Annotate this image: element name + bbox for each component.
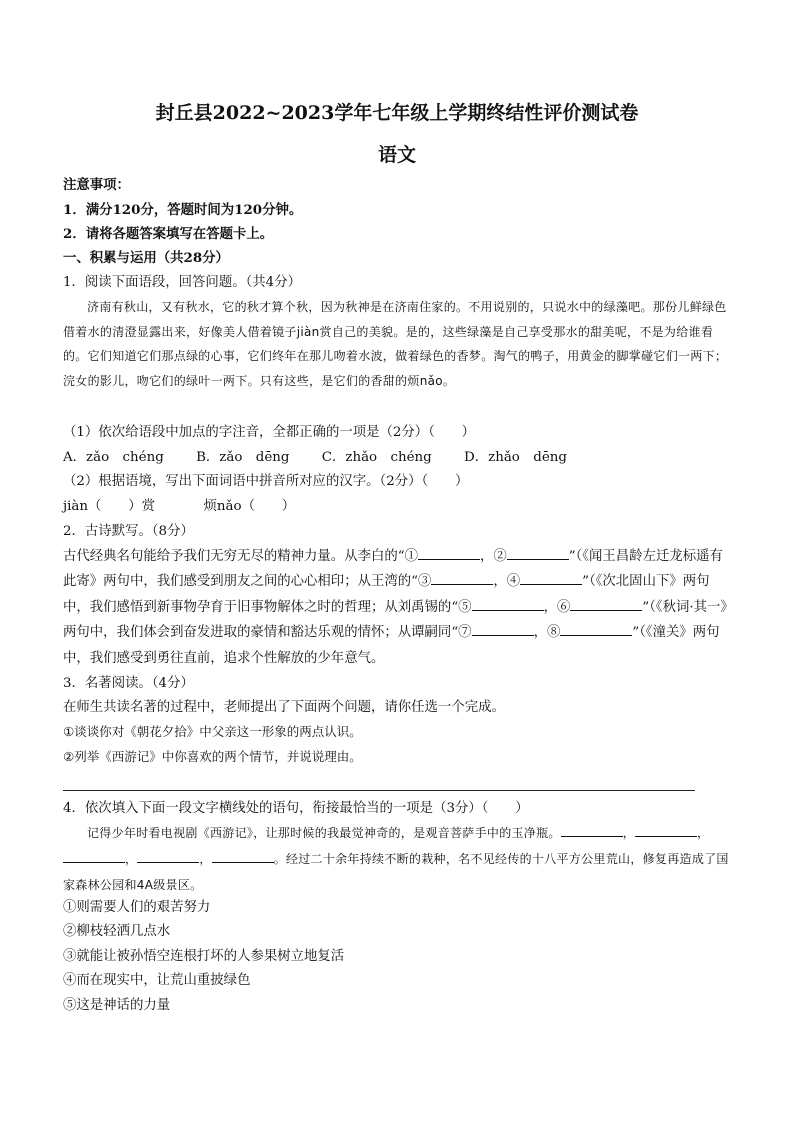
blank-6[interactable] bbox=[570, 596, 642, 611]
q4-blank-3[interactable] bbox=[63, 848, 125, 863]
q1-options bbox=[63, 449, 595, 467]
blank-7[interactable] bbox=[472, 621, 534, 636]
q1-passage: 济南有秋山，又有秋水，它的秋才算个秋，因为秋神是在济南住家的。不用说别的，只说水中的绿藻吧。那份儿鲜绿色借着水的清澄显露出来，好像美人借着镜子jiàn赏自己的美貌。是的，这些绿藻是自己享受那水的甜美呢，不是为给谁看的。它们知道它们那点绿的心事，它们终年在那儿吻着水波，做着绿色的香梦。淘气的鸭子，用黄金的脚掌碰它们一两下；浣女的影儿，吻它们的绿叶一两下。只有这些，是它们的香甜的烦nǎo。 bbox=[63, 300, 728, 388]
option-b[interactable]: B．zǎo dēng bbox=[196, 450, 290, 465]
q3-option-2: ②列举《西游记》中你喜欢的两个情节，并说说理由。 bbox=[63, 749, 362, 764]
q2-text-9: ”（《潼关》两句中，我们感受到勇往直前，追求个性解放的少年意气。 bbox=[63, 625, 720, 666]
q2-text-2: ，② bbox=[480, 549, 507, 564]
pinyin-1: jiàn（ ）赏 bbox=[63, 499, 155, 514]
q2-text-6: ，⑥ bbox=[543, 599, 571, 615]
q4-item-3: ③就能让被孙悟空连根打坏的人参果树立地复活 bbox=[63, 949, 345, 964]
q2-body bbox=[63, 544, 733, 671]
q2-text-8: ，⑧ bbox=[533, 625, 561, 641]
pinyin-2: 烦nǎo（ ） bbox=[203, 499, 296, 514]
q3-stem: 3．名著阅读。（4分） bbox=[63, 676, 194, 691]
blank-2[interactable] bbox=[507, 545, 569, 560]
q2-text-4: ，④ bbox=[493, 574, 521, 590]
q4-blank-2[interactable] bbox=[635, 822, 697, 837]
option-d[interactable]: D．zhǎo dēng bbox=[464, 450, 567, 465]
page-title: 封丘县2022~2023学年七年级上学期终结性评价测试卷 bbox=[155, 102, 639, 124]
section-heading: 一、积累与运用（共28分） bbox=[63, 250, 229, 266]
q4-stem: 4．依次填入下面一段文字横线处的语句，衔接最恰当的一项是（3分）（ ） bbox=[63, 801, 529, 816]
q4-item-1: ①则需要人们的艰苦努力 bbox=[63, 900, 211, 915]
q4-text-2: 。经过二十余年持续不断的栽种，名不见经传的十八平方公里荒山，修复再造成了国家森林公园和4A级景区。 bbox=[63, 852, 729, 892]
q3-option-1: ①谈谈你对《朝花夕拾》中父亲这一形象的两点认识。 bbox=[63, 724, 362, 739]
q2-text-3: ”（《闻王昌龄左迁龙标遥有此寄》两句中，我们感受到朋友之间的心心相印；从王湾的“③ bbox=[63, 549, 723, 590]
q3-intro: 在师生共读名著的过程中，老师提出了下面两个问题，请你任选一个完成。 bbox=[63, 700, 505, 715]
q4-blank-1[interactable] bbox=[561, 822, 623, 837]
q1-stem: 1．阅读下面语段，回答问题。（共4分） bbox=[63, 275, 301, 290]
q2-text-7: ”（《秋词·其一》两句中，我们体会到奋发进取的豪情和豁达乐观的情怀；从谭嗣同“⑦ bbox=[63, 599, 728, 641]
q2-text-5: ”（《次北固山下》两句中，我们感悟到新事物孕育于旧事物解体之时的哲理；从刘禹锡的“⑤ bbox=[63, 574, 710, 615]
blank-3[interactable] bbox=[431, 570, 493, 585]
answer-line[interactable] bbox=[63, 790, 695, 791]
notice-item-2: 2．请将各题答案填写在答题卡上。 bbox=[63, 226, 274, 242]
option-a[interactable]: A．zǎo chéng bbox=[63, 450, 164, 465]
blank-1[interactable] bbox=[418, 545, 480, 560]
q4-text-1: 记得少年时看电视剧《西游记》，让那时候的我最觉神奇的，是观音菩萨手中的玉净瓶。 bbox=[87, 826, 561, 840]
notice-heading: 注意事项： bbox=[63, 177, 130, 193]
option-c[interactable]: C．zhǎo chéng bbox=[321, 450, 432, 465]
blank-8[interactable] bbox=[560, 621, 632, 636]
q4-blank-5[interactable] bbox=[212, 848, 274, 863]
blank-5[interactable] bbox=[472, 596, 544, 611]
q4-item-2: ②柳枝轻洒几点水 bbox=[63, 924, 171, 939]
subject-title: 语文 bbox=[377, 144, 416, 166]
q2-text-1: 古代经典名句能给予我们无穷无尽的精神力量。从李白的“① bbox=[63, 549, 418, 564]
q2-stem: 2．古诗默写。（8分） bbox=[63, 524, 194, 539]
q4-item-5: ⑤这是神话的力量 bbox=[63, 998, 171, 1013]
q4-item-4: ④而在现实中，让荒山重披绿色 bbox=[63, 973, 251, 988]
q1-pinyin-row bbox=[63, 498, 295, 516]
q1-sub1: （1）依次给语段中加点的字注音，全都正确的一项是（2分）（ ） bbox=[63, 425, 476, 440]
blank-4[interactable] bbox=[520, 570, 582, 585]
q4-blank-4[interactable] bbox=[137, 848, 199, 863]
q1-sub2: （2）根据语境，写出下面词语中拼音所对应的汉字。（2分）（ ） bbox=[63, 474, 469, 489]
q4-passage: 记得少年时看电视剧《西游记》，让那时候的我最觉神奇的，是观音菩萨手中的玉净瓶。 ， ，， ， 。经过二十余年持续不断的栽种，名不见经传的十八平方公里荒山，修复再造成了国家森林公园和4A级景区。 bbox=[63, 820, 733, 898]
notice-item-1: 1．满分120分，答题时间为120分钟。 bbox=[63, 202, 303, 218]
